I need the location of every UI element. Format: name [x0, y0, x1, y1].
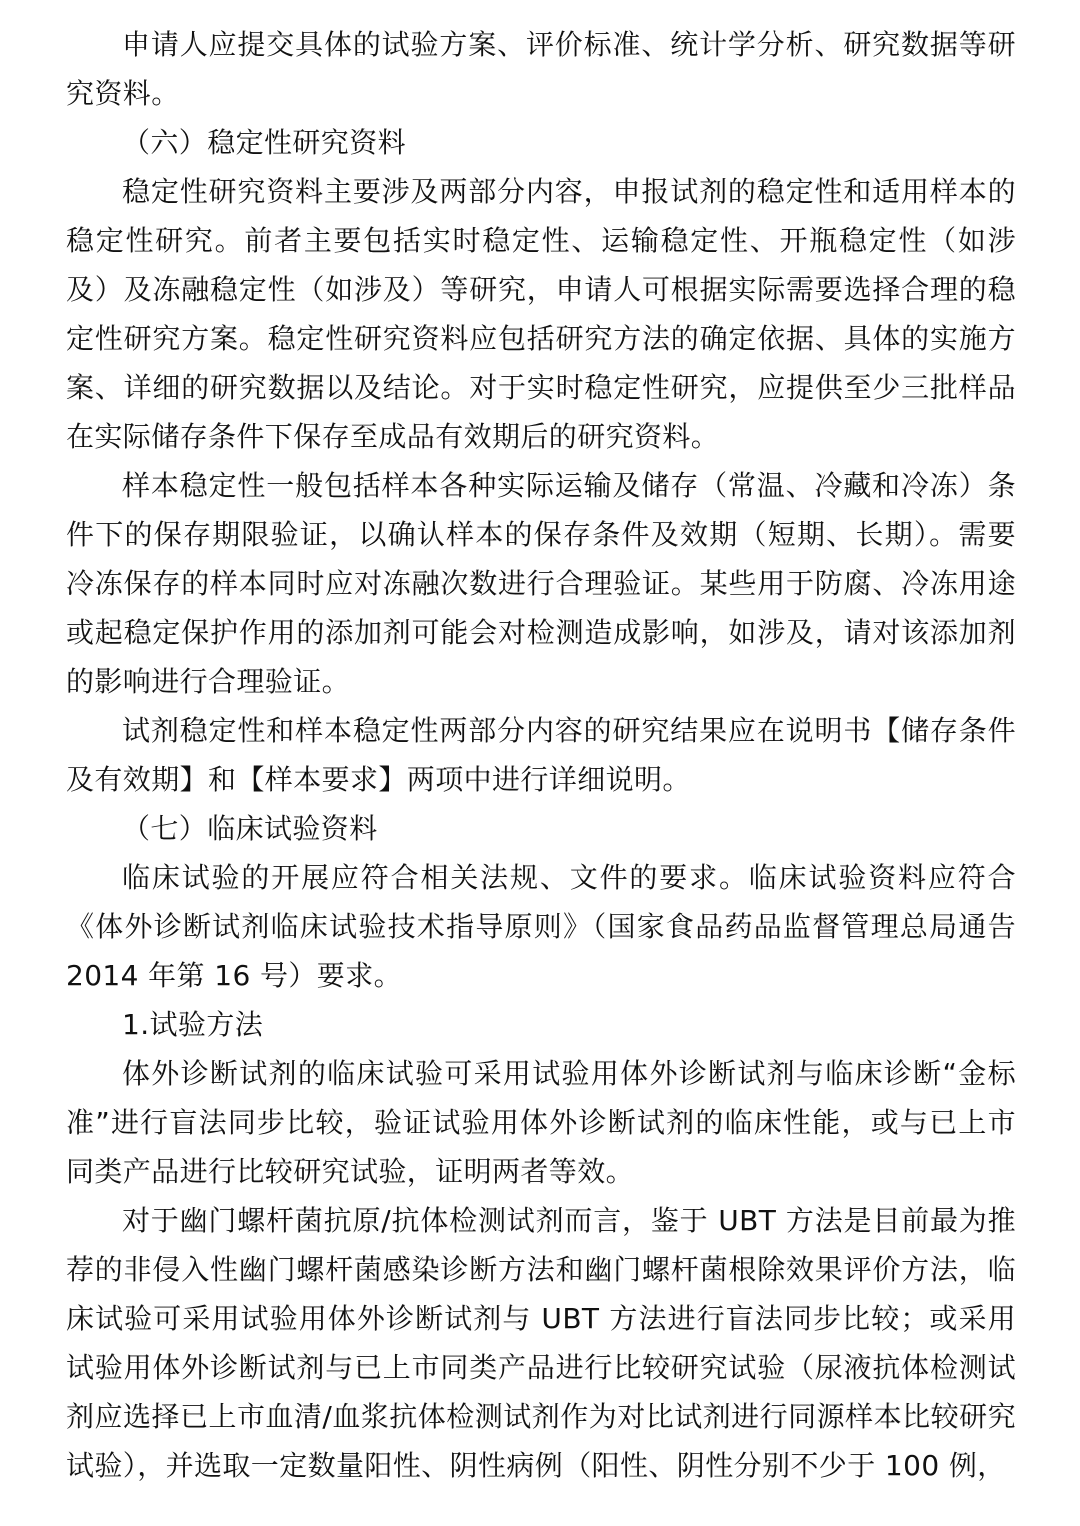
paragraph-submission-materials: 申请人应提交具体的试验方案、评价标准、统计学分析、研究数据等研究资料。 [66, 28, 1016, 110]
section-heading-stability: （六）稳定性研究资料 [122, 126, 407, 159]
subheading-test-method: 1.试验方法 [122, 1008, 264, 1041]
paragraph-sample-stability: 样本稳定性一般包括样本各种实际运输及储存（常温、冷藏和冷冻）条件下的保存期限验证，以确认样本的保存条件及效期（短期、长期）。需要冷冻保存的样本同时应对冻融次数进行合理验证。某些用于防腐、冷冻用途或起稳定保护作用的添加剂可能会对检测造成影响，如涉及，请对该添加剂的影响进行合理验证。 [66, 469, 1016, 698]
paragraph-clinical-requirements: 临床试验的开展应符合相关法规、文件的要求。临床试验资料应符合《体外诊断试剂临床试验技术指导原则》（国家食品药品监督管理总局通告 2014 年第 16 号）要求。 [66, 861, 1016, 992]
paragraph-hp-antigen-antibody: 对于幽门螺杆菌抗原/抗体检测试剂而言，鉴于 UBT 方法是目前最为推荐的非侵入性幽门螺杆菌感染诊断方法和幽门螺杆菌根除效果评价方法，临床试验可采用试验用体外诊断试剂与 UBT 方法进行盲法同步比较；或采用试验用体外诊断试剂与已上市同类产品进行比较研究试验（尿液抗体检测试剂应选择已上市血清/血浆抗体检测试剂作为对比试剂进行同源样本比较研究试验），并选取一定数量阳性、阴性病例（阳性、阴性分别不少于 100 例， [66, 1204, 1016, 1482]
paragraph-stability-overview: 稳定性研究资料主要涉及两部分内容，申报试剂的稳定性和适用样本的稳定性研究。前者主要包括实时稳定性、运输稳定性、开瓶稳定性（如涉及）及冻融稳定性（如涉及）等研究，申请人可根据实际需要选择合理的稳定性研究方案。稳定性研究资料应包括研究方法的确定依据、具体的实施方案、详细的研究数据以及结论。对于实时稳定性研究，应提供至少三批样品在实际储存条件下保存至成品有效期后的研究资料。 [66, 175, 1016, 453]
paragraph-test-method-description: 体外诊断试剂的临床试验可采用试验用体外诊断试剂与临床诊断“金标准”进行盲法同步比较，验证试验用体外诊断试剂的临床性能，或与已上市同类产品进行比较研究试验，证明两者等效。 [66, 1057, 1016, 1188]
section-heading-clinical-trial: （七）临床试验资料 [122, 812, 378, 845]
paragraph-stability-instructions: 试剂稳定性和样本稳定性两部分内容的研究结果应在说明书【储存条件及有效期】和【样本要求】两项中进行详细说明。 [66, 714, 1016, 796]
